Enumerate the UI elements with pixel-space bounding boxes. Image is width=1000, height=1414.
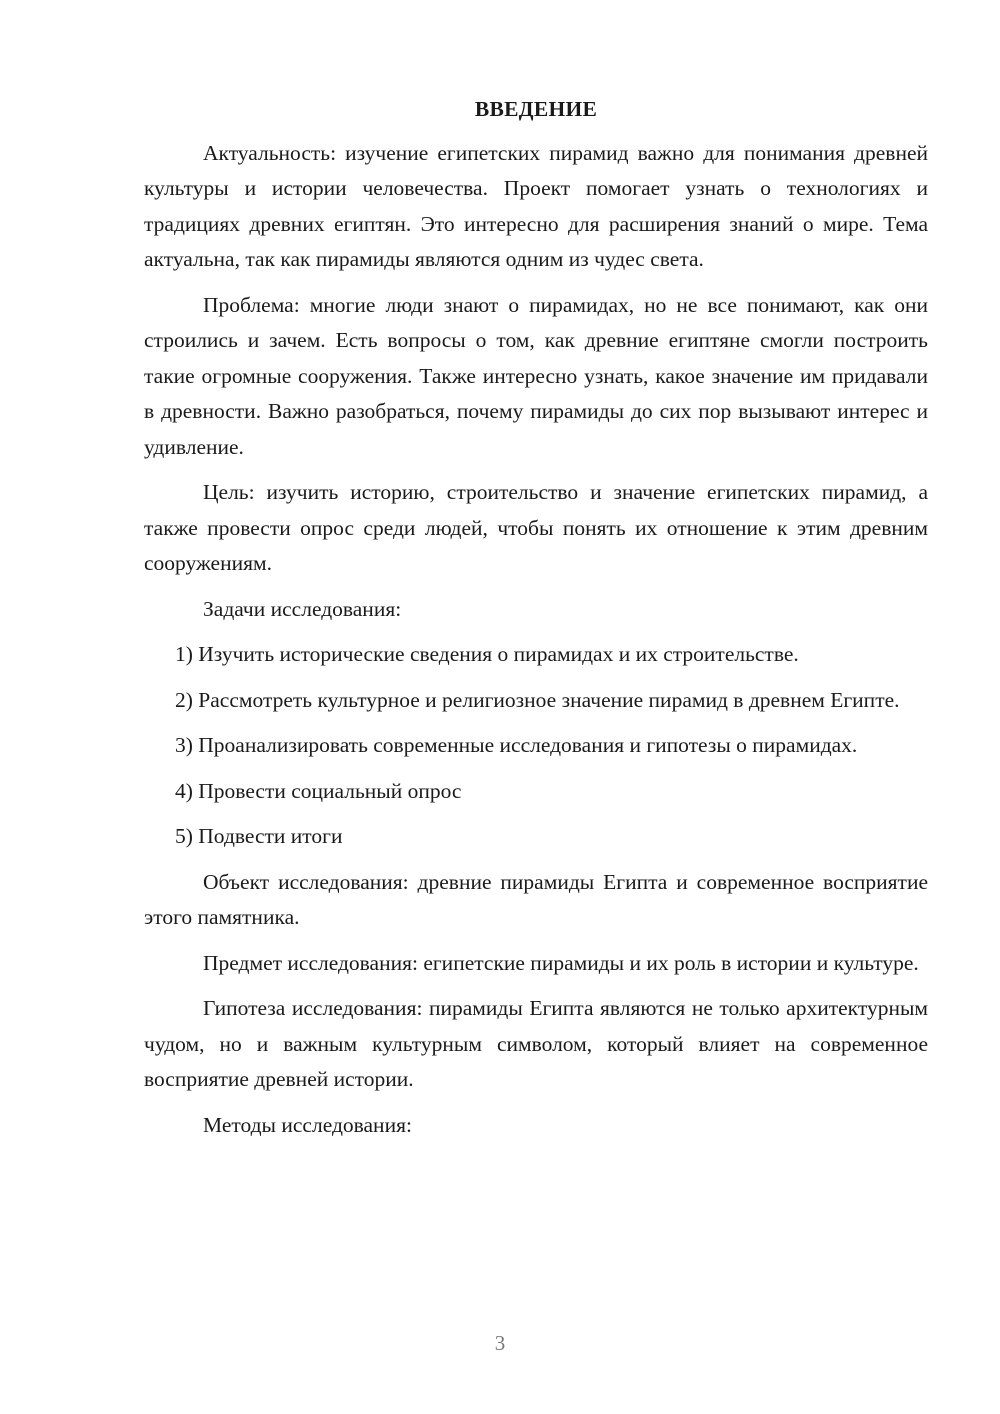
tasks-heading: Задачи исследования: <box>203 596 402 621</box>
page-number: 3 <box>494 1331 506 1355</box>
task-item-2: 2) Рассмотреть культурное и религиозное значение пирамид в древнем Египте. <box>175 687 900 712</box>
problem-paragraph: Проблема: многие люди знают о пирамидах, но не все понимают, как они строились и зачем. Есть вопросы о том, как древние египтяне смогли построить такие огромные сооружения. Также интересно узнать, какое значение им придавали в древности. Важно разобраться, почему пирамиды до сих пор вызывают интерес и удивление. <box>144 292 928 459</box>
task-item-1: 1) Изучить исторические сведения о пирамидах и их строительстве. <box>175 642 799 666</box>
subject-paragraph: Предмет исследования: египетские пирамиды и их роль в истории и культуре. <box>203 950 919 975</box>
document-page <box>144 92 928 1153</box>
task-item-5: 5) Подвести итоги <box>175 824 343 848</box>
goal-paragraph: Цель: изучить историю, строительство и значение египетских пирамид, а также провести опрос среди людей, чтобы понять их отношение к этим древним сооружениям. <box>144 480 928 575</box>
task-item-3: 3) Проанализировать современные исследования и гипотезы о пирамидах. <box>175 733 858 757</box>
task-item-4: 4) Провести социальный опрос <box>175 778 462 803</box>
hypothesis-paragraph: Гипотеза исследования: пирамиды Египта являются не только архитектурным чудом, но и важным культурным символом, который влияет на современное восприятие древней истории. <box>144 996 928 1091</box>
methods-heading: Методы исследования: <box>203 1112 412 1137</box>
page-title: ВВЕДЕНИЕ <box>474 97 598 121</box>
relevance-paragraph: Актуальность: изучение египетских пирамид важно для понимания древней культуры и истории человечества. Проект помогает узнать о технологиях и традициях древних египтян. Это интересно для расширения знаний о мире. Тема актуальна, так как пирамиды являются одним из чудес света. <box>144 140 928 271</box>
object-paragraph: Объект исследования: древние пирамиды Египта и современное восприятие этого памятника. <box>144 869 928 929</box>
